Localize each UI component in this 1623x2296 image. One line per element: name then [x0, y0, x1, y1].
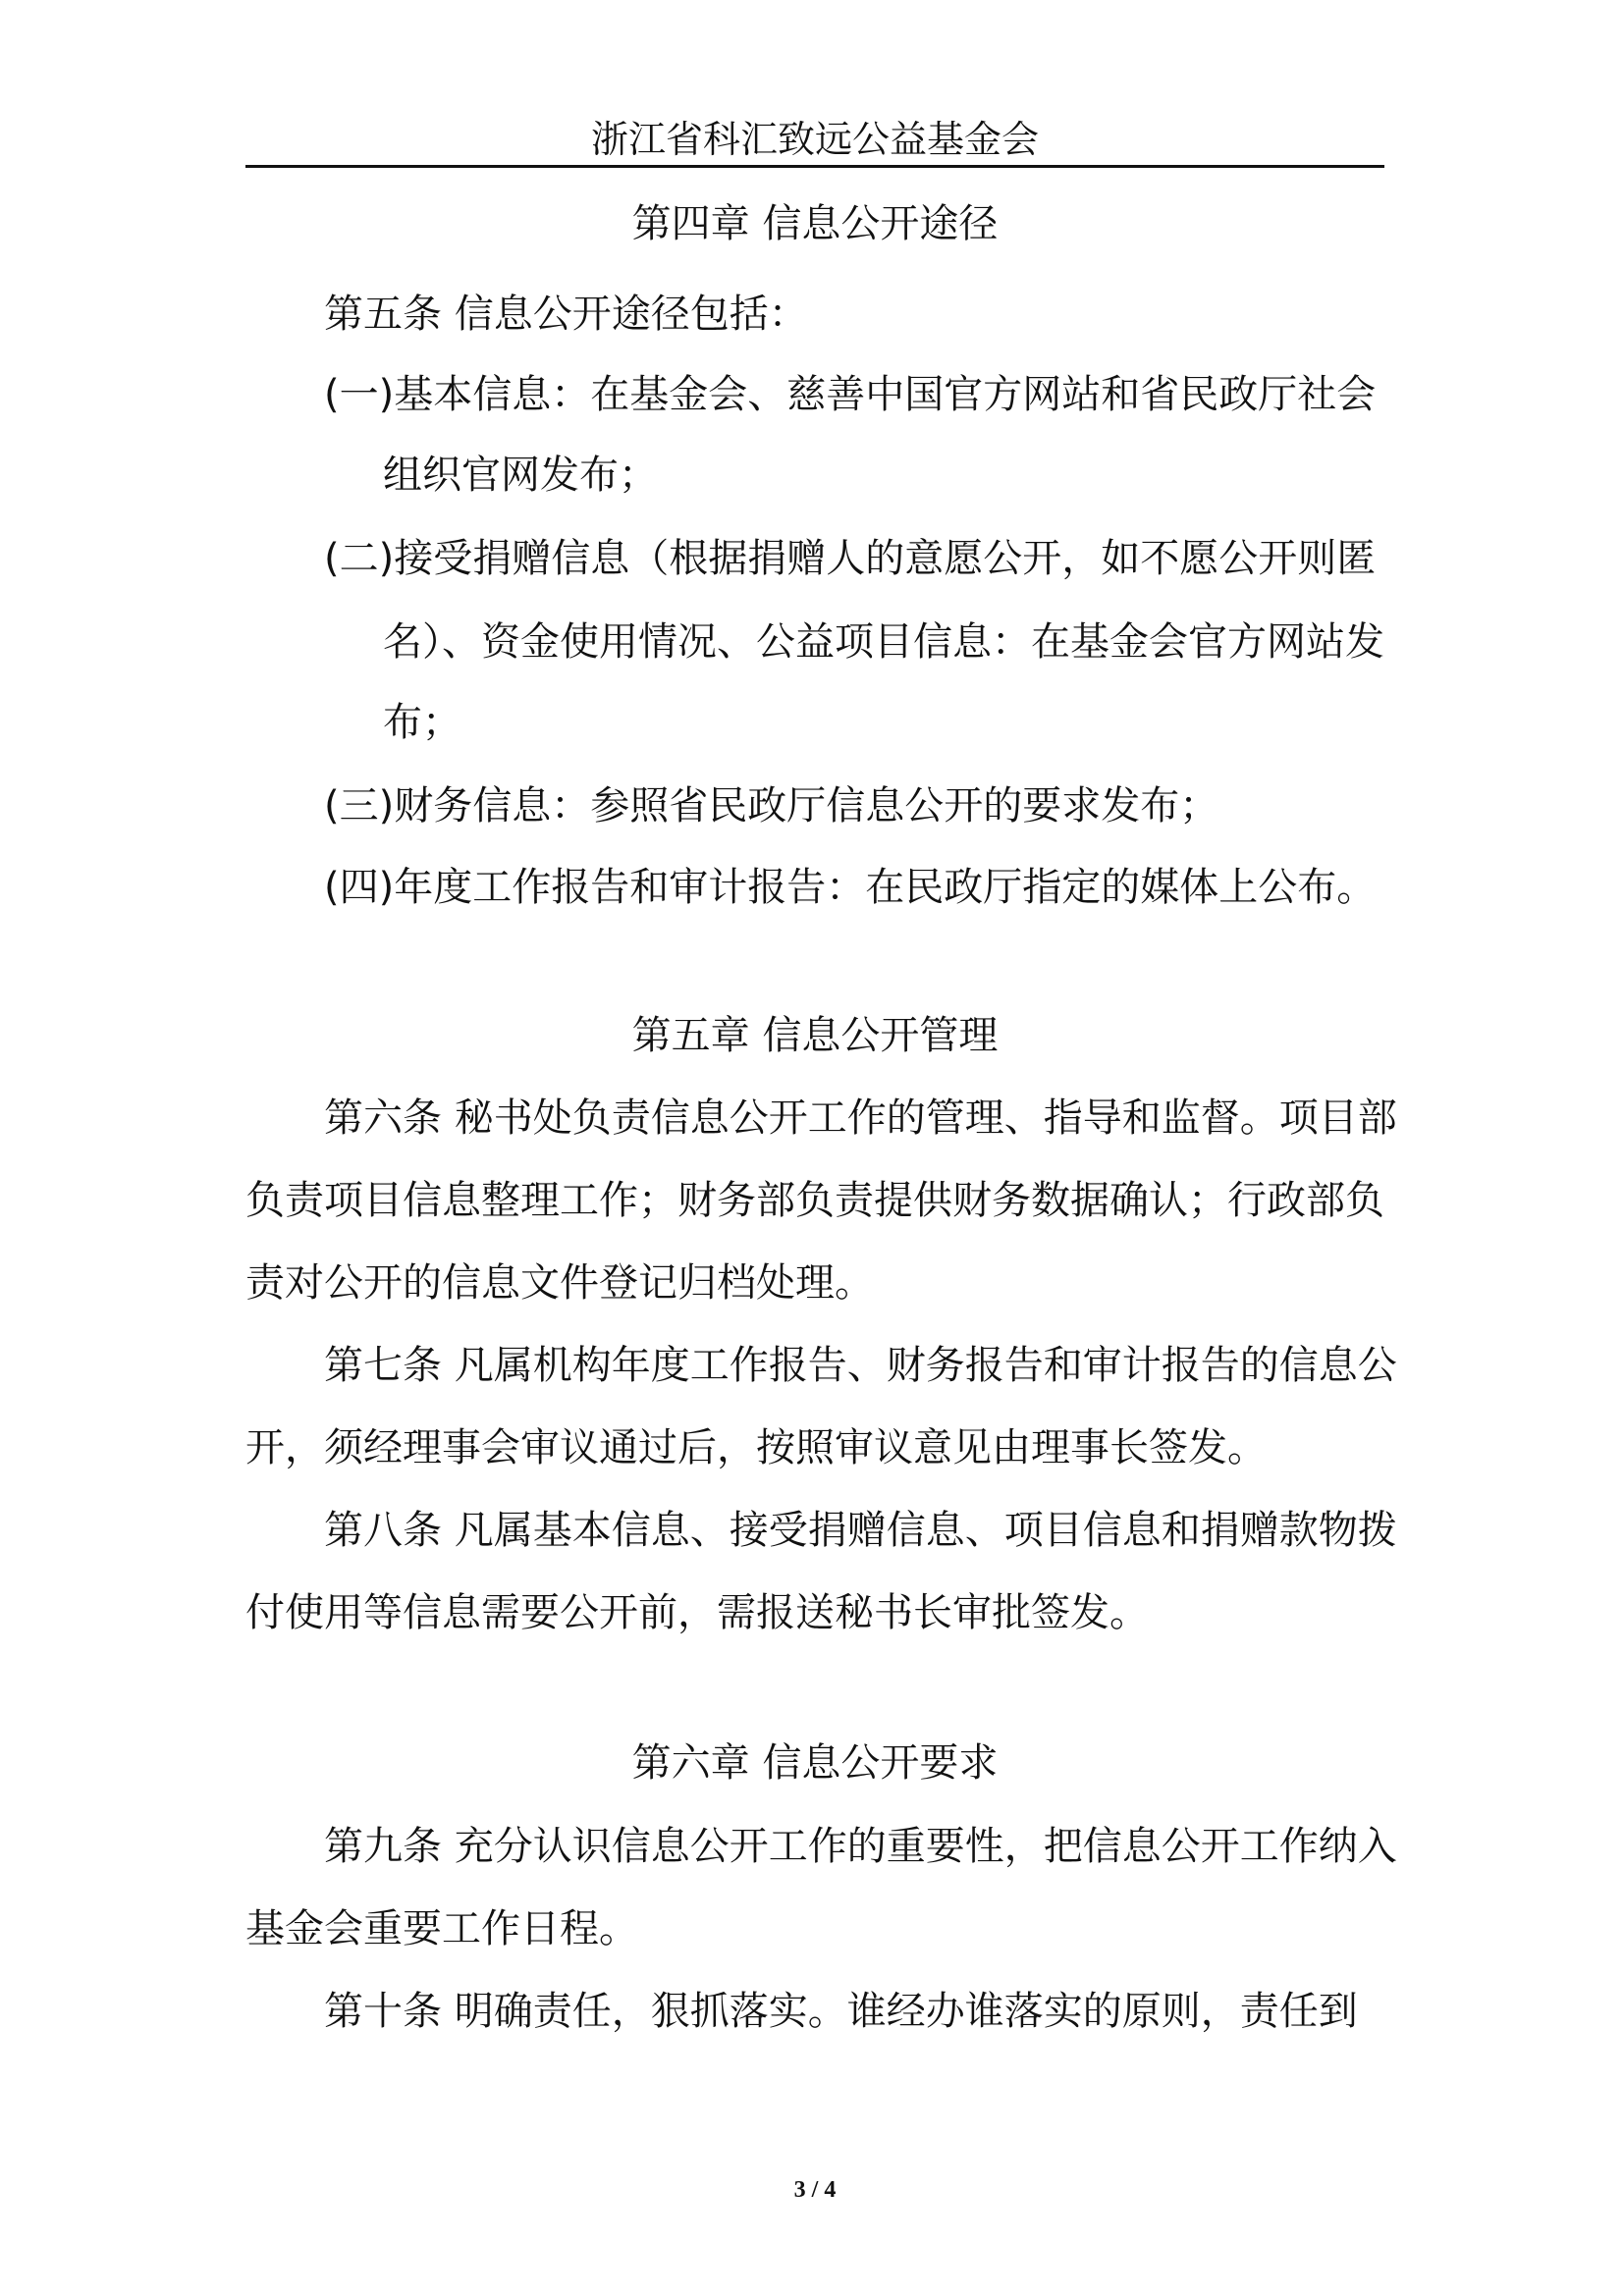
article-5-item-1-line-2: 组织官网发布；: [383, 453, 658, 498]
article-5-item-3: (三)财务信息：参照省民政厅信息公开的要求发布；: [324, 783, 1219, 828]
chapter-5-heading: 第五章 信息公开管理: [631, 1013, 999, 1058]
article-8-line-2: 付使用等信息需要公开前，需报送秘书长审批签发。: [245, 1590, 1149, 1635]
article-6-line-1: 第六条 秘书处负责信息公开工作的管理、指导和监督。项目部: [324, 1095, 1397, 1141]
page-header: 浙江省科汇致远公益基金会: [590, 118, 1039, 161]
article-7-line-1: 第七条 凡属机构年度工作报告、财务报告和审计报告的信息公: [324, 1343, 1397, 1388]
header-divider: [245, 165, 1384, 168]
article-9-line-1: 第九条 充分认识信息公开工作的重要性，把信息公开工作纳入: [324, 1824, 1397, 1869]
page-number: 3 / 4: [793, 2177, 837, 2203]
article-6-line-3: 责对公开的信息文件登记归档处理。: [245, 1260, 874, 1306]
article-8-line-1: 第八条 凡属基本信息、接受捐赠信息、项目信息和捐赠款物拨: [324, 1508, 1397, 1553]
article-5-item-2-line-3: 布；: [383, 700, 461, 745]
article-10-line-1: 第十条 明确责任，狠抓落实。谁经办谁落实的原则，责任到: [324, 1989, 1358, 2034]
article-5-item-4: (四)年度工作报告和审计报告：在民政厅指定的媒体上公布。: [324, 865, 1377, 910]
article-5-intro: 第五条 信息公开途径包括：: [324, 292, 808, 337]
chapter-4-heading: 第四章 信息公开途径: [631, 201, 999, 246]
article-5-item-1-line-1: (一)基本信息：在基金会、慈善中国官方网站和省民政厅社会: [324, 372, 1377, 417]
article-5-item-2-line-1: (二)接受捐赠信息（根据捐赠人的意愿公开，如不愿公开则匿: [324, 536, 1377, 581]
chapter-6-heading: 第六章 信息公开要求: [631, 1740, 999, 1786]
article-5-item-2-line-2: 名）、资金使用情况、公益项目信息：在基金会官方网站发: [383, 619, 1384, 665]
article-7-line-2: 开，须经理事会审议通过后，按照审议意见由理事长签发。: [245, 1425, 1267, 1470]
article-6-line-2: 负责项目信息整理工作；财务部负责提供财务数据确认；行政部负: [245, 1178, 1384, 1223]
article-9-line-2: 基金会重要工作日程。: [245, 1906, 638, 1951]
